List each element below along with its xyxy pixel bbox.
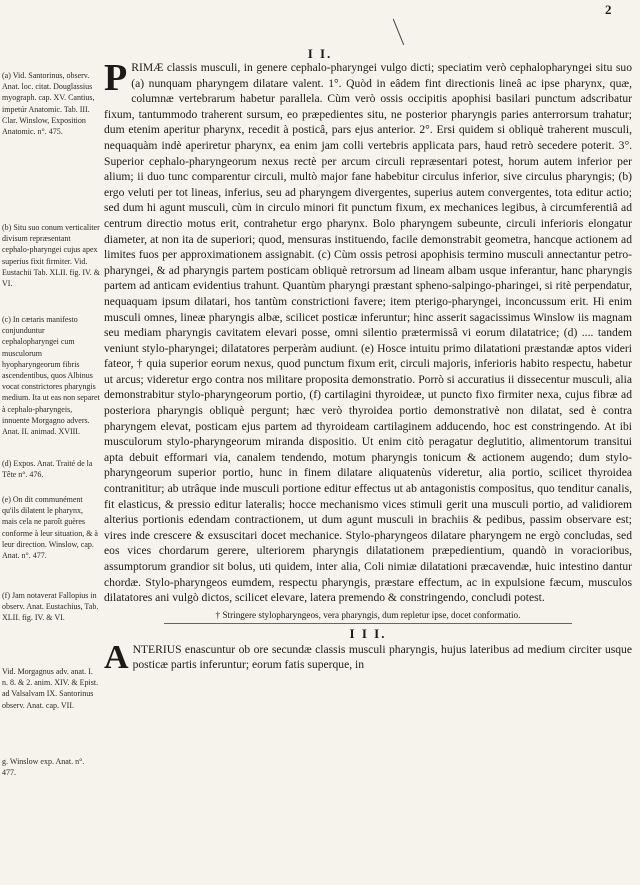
margin-note-b: (b) Situ suo conum verticaliter divisum repræsentant cephalo-pharyngei cujus apex superius fixit firmiter. Vid. Eustachii Tab. XLII. fig. IV. & VI. bbox=[2, 223, 101, 289]
section-three-text: NTERIUS enascuntur ob ore secundæ classis musculi pharyngis, hujus lateribus ad medium circiter usque posticæ partis inferuntur; eorum fatis superque, in bbox=[132, 642, 632, 672]
margin-note-h: g. Winslow exp. Anat. n°. 477. bbox=[2, 757, 85, 778]
margin-notes bbox=[2, 62, 100, 882]
drop-cap-initial-two: A bbox=[104, 638, 129, 676]
drop-cap-initial: P bbox=[104, 57, 128, 99]
divider bbox=[164, 623, 572, 624]
margin-note-f: (f) Jam notaverat Fallopius in observ. Anat. Eustachius, Tab. XLII. fig. IV. & VI. bbox=[2, 591, 99, 623]
page-number: 2 bbox=[605, 2, 612, 17]
margin-note-g: Vid. Morgagnus adv. anat. I. n. 8. & 2. anim. XIV. & Epist. ad Valsalvam IX. Santorinus observ. Anat. cap. VII. bbox=[2, 667, 99, 710]
section-two-text: RIMÆ classis musculi, in genere cephalo-pharyngei vulgo dicti; speciatim verò cephalopharyngei situ suo (a) nunquam pharyngem dilatare valent. 1°. Quòd in eâdem fint directionis lineâ ac ipse pharynx, quæ, columnæ vertebrarum habetur parallela. Cùm verò ossis occipitis apophisi basilari punctum adscribatur fixum, tantummodo traherent sursum, eo præpedientes situ, ne posterior pharyngis paries anterrorsum trahatur; dum etenim aperitur pharynx, recedit à posticâ, pars ejus anterior. 2°. Ersi quidem si obliquè traherent musculi, nequaquàm indè aperiretur pharynx, ea enim jam colli vertebris applicata pars, haud retrò secedere poterit. 3°. Superior cephalo-pharyngeorum nexus rectè per arcum circuli repræsentari potest, horum autem inferior per alium; ii duo tunc comparentur circuli, multò major fane habebitur circulus inferior, sive circulus pharyngis; (b) ergo veluti per tot lineas, inferius, seu ad pharyngem divergentes, superius autem convergentes, tota editur actio; sed dum hi agunt musculi, cùm in circulo minori fit punctum fixum, ex mechanices legibus, à circumferentiâ ad centrum directio motus erit, contrahetur ergo pharynx. Bolo pharyngem subeunte, circuli inferioris elongatur diameter, at non ita de superiori; quod, mensuras instituendo, facile demonstrabit geometra, hancque actionem ad limites fuos per approximationem assignabit. (c) Cùm ossis petrosi apophisis termino musculi annectantur petro-pharyngei, & ad pharyngis partem posticam obliquè retrorsum ad lineam albam usque inferantur, hanc pharyngis partem ad anticam evidentius trahunt. Quantùm pharyngi præstant spheno-salpingo-pharingei, si ritè perpendatur, nequaquam ipsum dilatari, hos tantùm constrictioni favere; item pterigo-pharyngei, inconcussum erit. Hi enim musculi omnes, lineæ pharyngis albæ, scilicet posticæ inferuntur; hinc asserit sagacissimus Winslow iis magnam seu mediam pharyngis cavitatem elevari posse, omni silentio prætermissâ vi eorum dilatatrice; (d) .... tandem veniunt stylo-pharyngei; dilatatores perperàm audiunt. (e) Hosce intuitu primo dilatationi præstandæ aptos videri fateor, † quia superior eorum nexus, quod punctum fixum erit, circuli majoris, inferioris habito respectu, habetur ut arcus; videretur ergo contra nos militare proposita demonstratio. Porrò si accuratius ii dissecentur musculi, alia demonstrabitur stylo-pharyngeorum portio, (f) cartilagini thyroideæ, ut puncto fixo firmiter nexa, cujus fibræ ad posteriora pharyngis obliquè pergunt; hæc verò thyroidea portio demonstrativè non dilatat, sed è contra pharyngem elevat, posticam ejus partem ad thyroideam cartilaginem adducendo, hoc est constringendo. At ibi musculorum stylo-pharyngeorum miranda dispositio. Ut enim citò peragatur deglutitio, alimentorum transitui apta debuit efformari via, canalem tendendo, motum pharyngis tonicum & actionem augendo; dum stylo-pharyngeorum superior portio, hunc in finem dilatare aliquatenùs videretur, alia portio, scilicet thyroidea contranititur; ab utrâque inde musculi portione editur effectus ut ab antagonistis compositus, quo tenditur canalis, fit elasticus, & pressio editur lateralis; hocce mechanismo vices stimuli gerit una musculi portio, ad validiorem alterius portionis edendam contractionem, ut dum agunt musculi in brachiis & pedibus, passim observare est; vires inde crescere & exsuscitari docet mechanice. Stylo-pharyngeos dilatare pharyngem ne ergò concludas, sed eos vices chordarum gerere, ulteriorem pharyngis dilatationem præpedientium, quandò in voracioribus, assumptorum grandior sit bolus, uti quidem, inter alia, Coli nimiæ dilatationi præcavendæ, huic intestino dantur chordæ. Stylo-pharyngeos eumdem, respectu pharyngis, præstare effectum, ac in expulsione fæcum, musculos dilatatores ani vulgò dictos, scilicet elevare, latera premendo & constringendo, concludi potest. bbox=[104, 61, 632, 605]
section-two-paragraph bbox=[104, 57, 632, 606]
ink-mark bbox=[393, 19, 404, 45]
section-number-three: I I I. bbox=[349, 625, 387, 641]
footnote: † Stringere stylopharyngeos, vera pharyngis, dum repletur ipse, docet conformatio. bbox=[215, 609, 521, 620]
margin-note-c: (c) In cætaris manifesto conjunduntur cephalopharyngei cum musculorum hyopharyngeorum fibris ascendentibus, quos Albinus vocat constrictores pharyngis medium. Ita ut eas non separet à cephalo-pharyngeis, innuente Morgagno advers. Anat. II. animad. XVIII. bbox=[2, 315, 100, 437]
margin-note-d: (d) Expos. Anat. Traité de la Tête n°. 476. bbox=[2, 459, 93, 480]
main-text-column bbox=[104, 57, 632, 676]
section-three-paragraph bbox=[104, 638, 632, 676]
section-number-two: I I. bbox=[307, 46, 333, 61]
margin-note-e: (e) On dit communément qu'ils dilatent le pharynx, mais cela ne paroît guères conforme à leur situation, & à leur direction. Winslow, cap. Anat. n°. 477. bbox=[2, 495, 98, 561]
margin-note-a: (a) Vid. Santorinus, observ. Anat. loc. citat. Douglassius myograph. cap. XV. Cantius, impetúr Anatomic. Tab. III. Clar. Winslow, Exposition Anatomic. n°. 475. bbox=[2, 71, 95, 137]
